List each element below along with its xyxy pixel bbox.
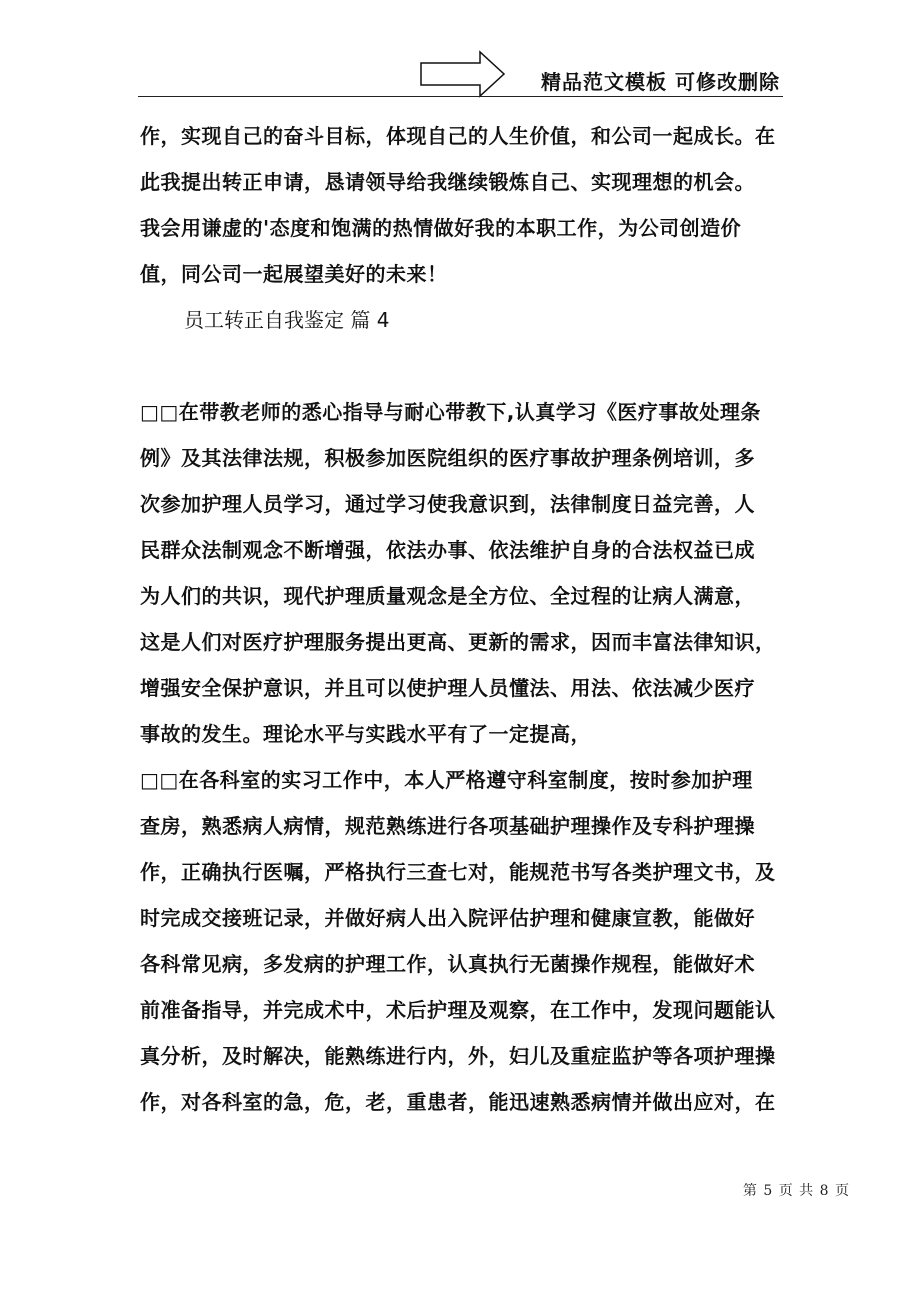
header-title: 精品范文模板 可修改删除 xyxy=(541,70,780,94)
text-line: 这是人们对医疗护理服务提出更高、更新的需求，因而丰富法律知识， xyxy=(140,630,776,654)
text-line: 前准备指导，并完成术中，术后护理及观察，在工作中，发现问题能认 xyxy=(140,998,776,1022)
text-line: 各科常见病，多发病的护理工作，认真执行无菌操作规程，能做好术 xyxy=(140,952,755,976)
text-line: 民群众法制观念不断增强，依法办事、依法维护自身的合法权益已成 xyxy=(140,538,755,562)
paragraph-2 xyxy=(140,389,785,757)
text-line: 值，同公司一起展望美好的未来！ xyxy=(140,262,448,286)
right-arrow-icon xyxy=(420,50,506,98)
text-line: 例》及其法律法规，积极参加医院组织的医疗事故护理条例培训，多 xyxy=(140,446,755,470)
text-line: □□在带教老师的悉心指导与耐心带教下,认真学习《医疗事故处理条 xyxy=(140,400,761,424)
text-line: 为人们的共识，现代护理质量观念是全方位、全过程的让病人满意， xyxy=(140,584,755,608)
document-body xyxy=(140,113,785,1125)
paragraph-1 xyxy=(140,113,785,297)
text-line: 增强安全保护意识，并且可以使护理人员懂法、用法、依法减少医疗 xyxy=(140,676,755,700)
text-line: 作，实现自己的奋斗目标，体现自己的人生价值，和公司一起成长。在 xyxy=(140,124,776,148)
text-line: 此我提出转正申请，恳请领导给我继续锻炼自己、实现理想的机会。 xyxy=(140,170,755,194)
text-line: 作，正确执行医嘱，严格执行三查七对，能规范书写各类护理文书，及 xyxy=(140,860,776,884)
text-line: 我会用谦虚的'态度和饱满的热情做好我的本职工作，为公司创造价 xyxy=(140,216,742,240)
section-heading: 员工转正自我鉴定 篇 4 xyxy=(184,308,390,332)
text-line: 事故的发生。理论水平与实践水平有了一定提高， xyxy=(140,722,591,746)
header-divider xyxy=(138,96,783,97)
paragraph-3 xyxy=(140,757,785,1125)
page-number: 第 5 页 共 8 页 xyxy=(742,1183,850,1199)
page-header xyxy=(0,0,920,100)
text-line: 真分析，及时解决，能熟练进行内，外，妇儿及重症监护等各项护理操 xyxy=(140,1044,776,1068)
text-line: 查房，熟悉病人病情，规范熟练进行各项基础护理操作及专科护理操 xyxy=(140,814,755,838)
text-line: 时完成交接班记录，并做好病人出入院评估护理和健康宣教，能做好 xyxy=(140,906,755,930)
text-line: □□在各科室的实习工作中，本人严格遵守科室制度，按时参加护理 xyxy=(140,768,753,792)
text-line: 作，对各科室的急，危，老，重患者，能迅速熟悉病情并做出应对，在 xyxy=(140,1090,776,1114)
text-line: 次参加护理人员学习，通过学习使我意识到，法律制度日益完善，人 xyxy=(140,492,755,516)
